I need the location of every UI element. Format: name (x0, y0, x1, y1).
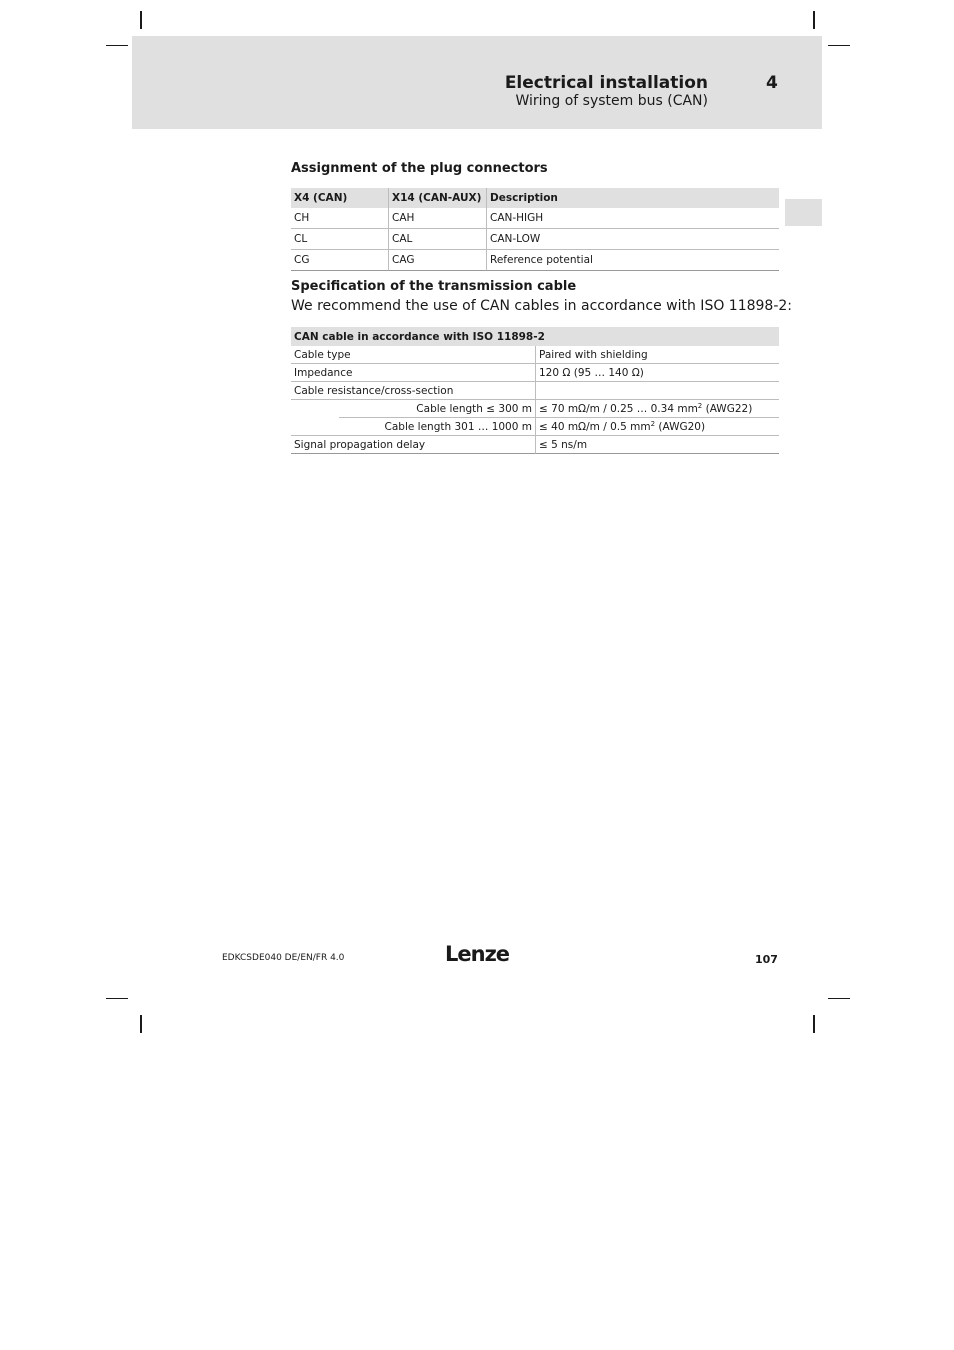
spec-label: Cable length 301 … 1000 m (339, 418, 535, 436)
lenze-logo: Lenze (445, 942, 510, 966)
spec-value: ≤ 70 mΩ/m / 0.25 … 0.34 $mm^2$ (AWG22) (535, 400, 779, 418)
crop-mark (140, 1015, 142, 1033)
crop-mark (828, 998, 850, 999)
spec-value (535, 382, 779, 400)
table-cell: CH (291, 208, 388, 229)
spec-label: Signal propagation delay (291, 436, 535, 454)
spec-label: Cable resistance/cross-section (291, 382, 535, 400)
intro-paragraph: We recommend the use of CAN cables in accordance with ISO 11898-2: (291, 298, 793, 314)
crop-mark (106, 998, 128, 999)
chapter-number: 4 (766, 73, 778, 93)
table-row (291, 382, 779, 400)
crop-mark (140, 11, 142, 29)
spec-value: ≤ 40 mΩ/m / 0.5 $mm^2$ (AWG20) (535, 418, 779, 436)
indent-cell (291, 400, 339, 418)
chapter-title: Electrical installation (504, 73, 708, 93)
table-cell: Reference potential (486, 250, 779, 271)
table-row (291, 346, 779, 364)
table-cell: CAH (388, 208, 486, 229)
table-header-row (291, 188, 779, 208)
table-header-row (291, 327, 779, 346)
can-cable-spec-table (291, 327, 779, 454)
crop-mark (828, 45, 850, 46)
crop-mark (813, 11, 815, 29)
table-header: CAN cable in accordance with ISO 11898-2 (291, 327, 779, 346)
table-cell: CL (291, 229, 388, 250)
section-heading-transmission-cable: Specification of the transmission cable (291, 279, 577, 294)
chapter-subtitle: Wiring of system bus (CAN) (515, 93, 708, 109)
table-row (291, 364, 779, 382)
table-cell: CAG (388, 250, 486, 271)
table-cell: CAL (388, 229, 486, 250)
table-row (291, 436, 779, 454)
crop-mark (106, 45, 128, 46)
crop-mark (813, 1015, 815, 1033)
column-header: Description (486, 188, 779, 208)
column-header: X4 (CAN) (291, 188, 388, 208)
document-id: EDKCSDE040 DE/EN/FR 4.0 (222, 953, 345, 963)
indent-cell (291, 418, 339, 436)
spec-label: Cable type (291, 346, 535, 364)
spec-label: Cable length ≤ 300 m (339, 400, 535, 418)
table-row (291, 418, 779, 436)
column-header: X14 (CAN-AUX) (388, 188, 486, 208)
plug-connector-table (291, 188, 779, 271)
table-row (291, 400, 779, 418)
table-cell: CG (291, 250, 388, 271)
spec-value: 120 Ω (95 … 140 Ω) (535, 364, 779, 382)
table-row (291, 229, 779, 250)
spec-value: Paired with shielding (535, 346, 779, 364)
table-cell: CAN-HIGH (486, 208, 779, 229)
table-cell: CAN-LOW (486, 229, 779, 250)
table-row (291, 208, 779, 229)
table-row (291, 250, 779, 271)
chapter-thumb-tab (785, 199, 822, 226)
spec-label: Impedance (291, 364, 535, 382)
page-number: 107 (755, 953, 778, 966)
header-band (132, 36, 822, 129)
spec-value: ≤ 5 ns/m (535, 436, 779, 454)
section-heading-plug-connectors: Assignment of the plug connectors (291, 161, 548, 176)
